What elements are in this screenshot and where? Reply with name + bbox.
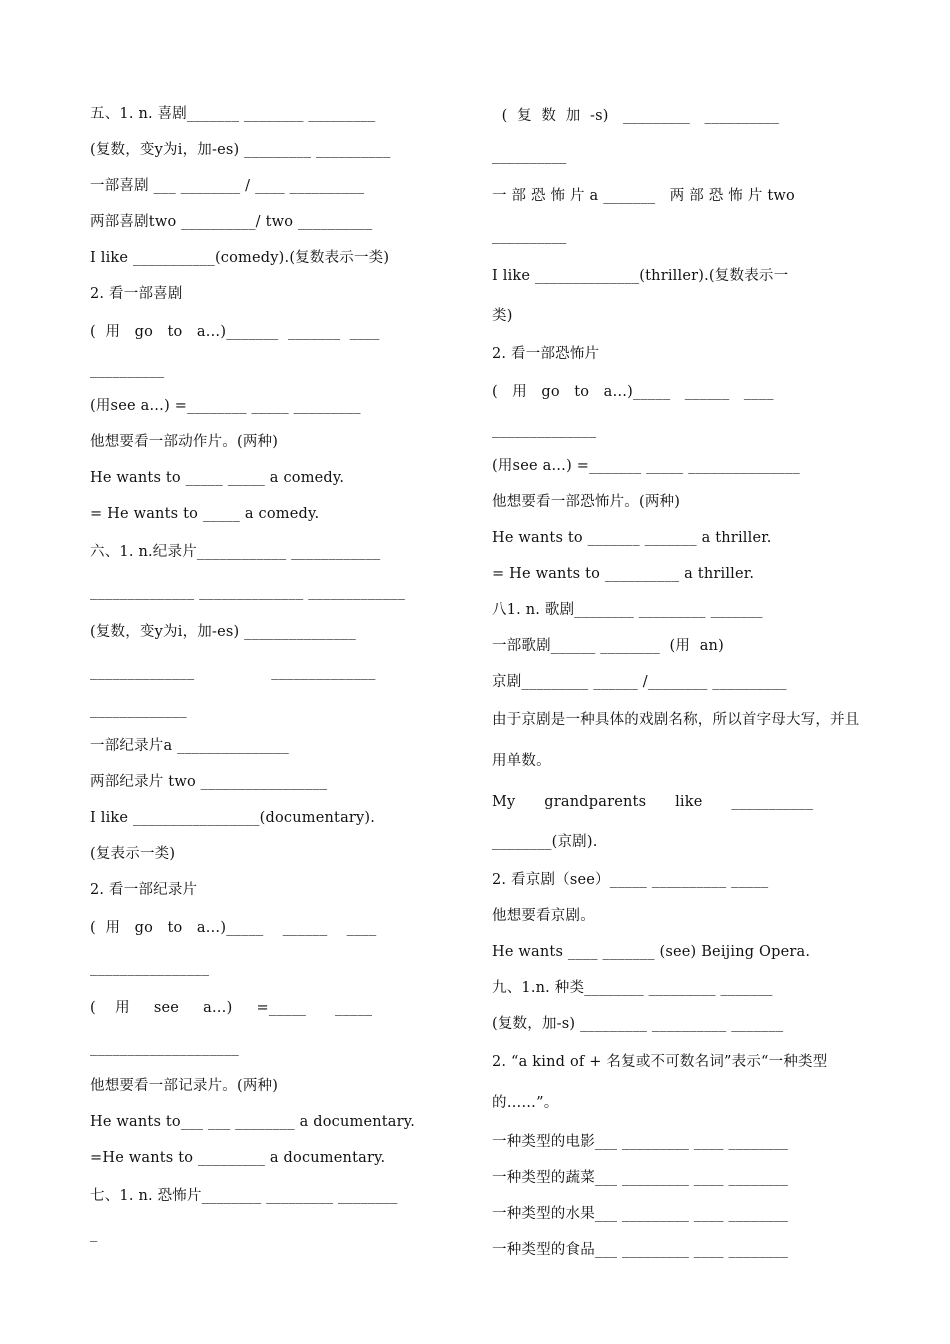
right-line: 一种类型的蔬菜___ _________ ____ ________ <box>492 1170 789 1186</box>
left-line: ____________________ <box>90 1040 239 1056</box>
right-line: He wants to _______ _______ a thriller. <box>492 530 772 546</box>
left-line: 五、1. n. 喜剧_______ ________ _________ <box>90 106 376 122</box>
left-line: _ <box>90 1226 98 1242</box>
left-line: 他想要看一部记录片。(两种) <box>90 1078 279 1094</box>
right-line: 他想要看一部恐怖片。(两种) <box>492 494 681 510</box>
left-line: 一部纪录片a _______________ <box>90 738 289 754</box>
right-column <box>492 96 860 1268</box>
left-line: I like _________________(documentary). <box>90 810 376 826</box>
left-line: 2. 看一部纪录片 <box>90 882 198 898</box>
left-line: (复数，变y为i，加-es) _________ __________ <box>90 142 391 158</box>
right-line: 2. 看一部恐怖片 <box>492 346 600 362</box>
left-line: ________________ <box>90 960 210 976</box>
right-line: I like ______________(thriller).(复数表示一 <box>492 268 789 284</box>
right-line: My grandparents like ___________ <box>492 794 814 810</box>
right-line: = He wants to __________ a thriller. <box>492 566 755 582</box>
right-line: ________(京剧). <box>492 834 598 850</box>
left-line: ( 用 go to a…)_____ ______ ____ <box>90 920 377 936</box>
left-line: He wants to___ ___ ________ a documentary. <box>90 1114 416 1130</box>
left-line: 他想要看一部动作片。(两种) <box>90 434 279 450</box>
right-line: 一种类型的水果___ _________ ____ ________ <box>492 1206 789 1222</box>
left-line: __________ <box>90 362 165 378</box>
right-line: __________ <box>492 148 567 164</box>
left-line: ______________ ______________ _____________ <box>90 584 406 600</box>
left-line: I like ___________(comedy).(复数表示一类) <box>90 250 390 266</box>
left-line: ( 用 see a…) =_____ _____ <box>90 1000 373 1016</box>
right-line: 八1. n. 歌剧________ _________ _______ <box>492 602 763 618</box>
right-line: 类) <box>492 308 513 324</box>
left-line: _____________ <box>90 702 187 718</box>
right-line: 一种类型的食品___ _________ ____ ________ <box>492 1242 789 1258</box>
left-line: 2. 看一部喜剧 <box>90 286 183 302</box>
left-line: 七、1. n. 恐怖片________ _________ ________ <box>90 1188 398 1204</box>
left-line: ______________ ______________ <box>90 664 376 680</box>
left-line: 两部纪录片 two _________________ <box>90 774 328 790</box>
left-line: (复数，变y为i，加-es) _______________ <box>90 624 356 640</box>
right-line: 九、1.n. 种类________ _________ _______ <box>492 980 773 996</box>
left-line: (复表示一类) <box>90 846 176 862</box>
right-line: (复数，加-s) _________ __________ _______ <box>492 1016 784 1032</box>
right-line: 京剧_________ ______ /________ __________ <box>492 674 787 690</box>
left-line: 一部喜剧 ___ ________ / ____ __________ <box>90 178 365 194</box>
left-line: He wants to _____ _____ a comedy. <box>90 470 345 486</box>
right-line: 2. “a kind of + 名复或不可数名词”表示“一种类型的……”。 <box>492 1054 828 1111</box>
right-line: 2. 看京剧（see）_____ __________ _____ <box>492 872 769 888</box>
left-line: (用see a…) =________ _____ _________ <box>90 398 361 414</box>
right-line: ______________ <box>492 422 597 438</box>
right-line: (用see a…) =_______ _____ _______________ <box>492 458 800 474</box>
right-line: 一种类型的电影___ _________ ____ ________ <box>492 1134 789 1150</box>
right-line: 一 部 恐 怖 片 a _______ 两 部 恐 怖 片 two <box>492 188 795 204</box>
left-line: 两部喜剧two __________/ two __________ <box>90 214 373 230</box>
right-line: 由于京剧是一种具体的戏剧名称，所以首字母大写，并且用单数。 <box>492 712 860 769</box>
right-line: ( 用 go to a…)_____ ______ ____ <box>492 384 774 400</box>
right-line: __________ <box>492 228 567 244</box>
right-line: ( 复 数 加 -s) _________ __________ <box>492 108 780 124</box>
right-line: 他想要看京剧。 <box>492 908 595 924</box>
right-line: He wants ____ _______ (see) Beijing Opera. <box>492 944 811 960</box>
left-line: ( 用 go to a…)_______ _______ ____ <box>90 324 380 340</box>
left-line: = He wants to _____ a comedy. <box>90 506 320 522</box>
right-line: 一部歌剧______ ________ (用 an) <box>492 638 724 654</box>
left-line: =He wants to _________ a documentary. <box>90 1150 386 1166</box>
left-line: 六、1. n.纪录片____________ ____________ <box>90 544 381 560</box>
left-column <box>90 96 460 1252</box>
